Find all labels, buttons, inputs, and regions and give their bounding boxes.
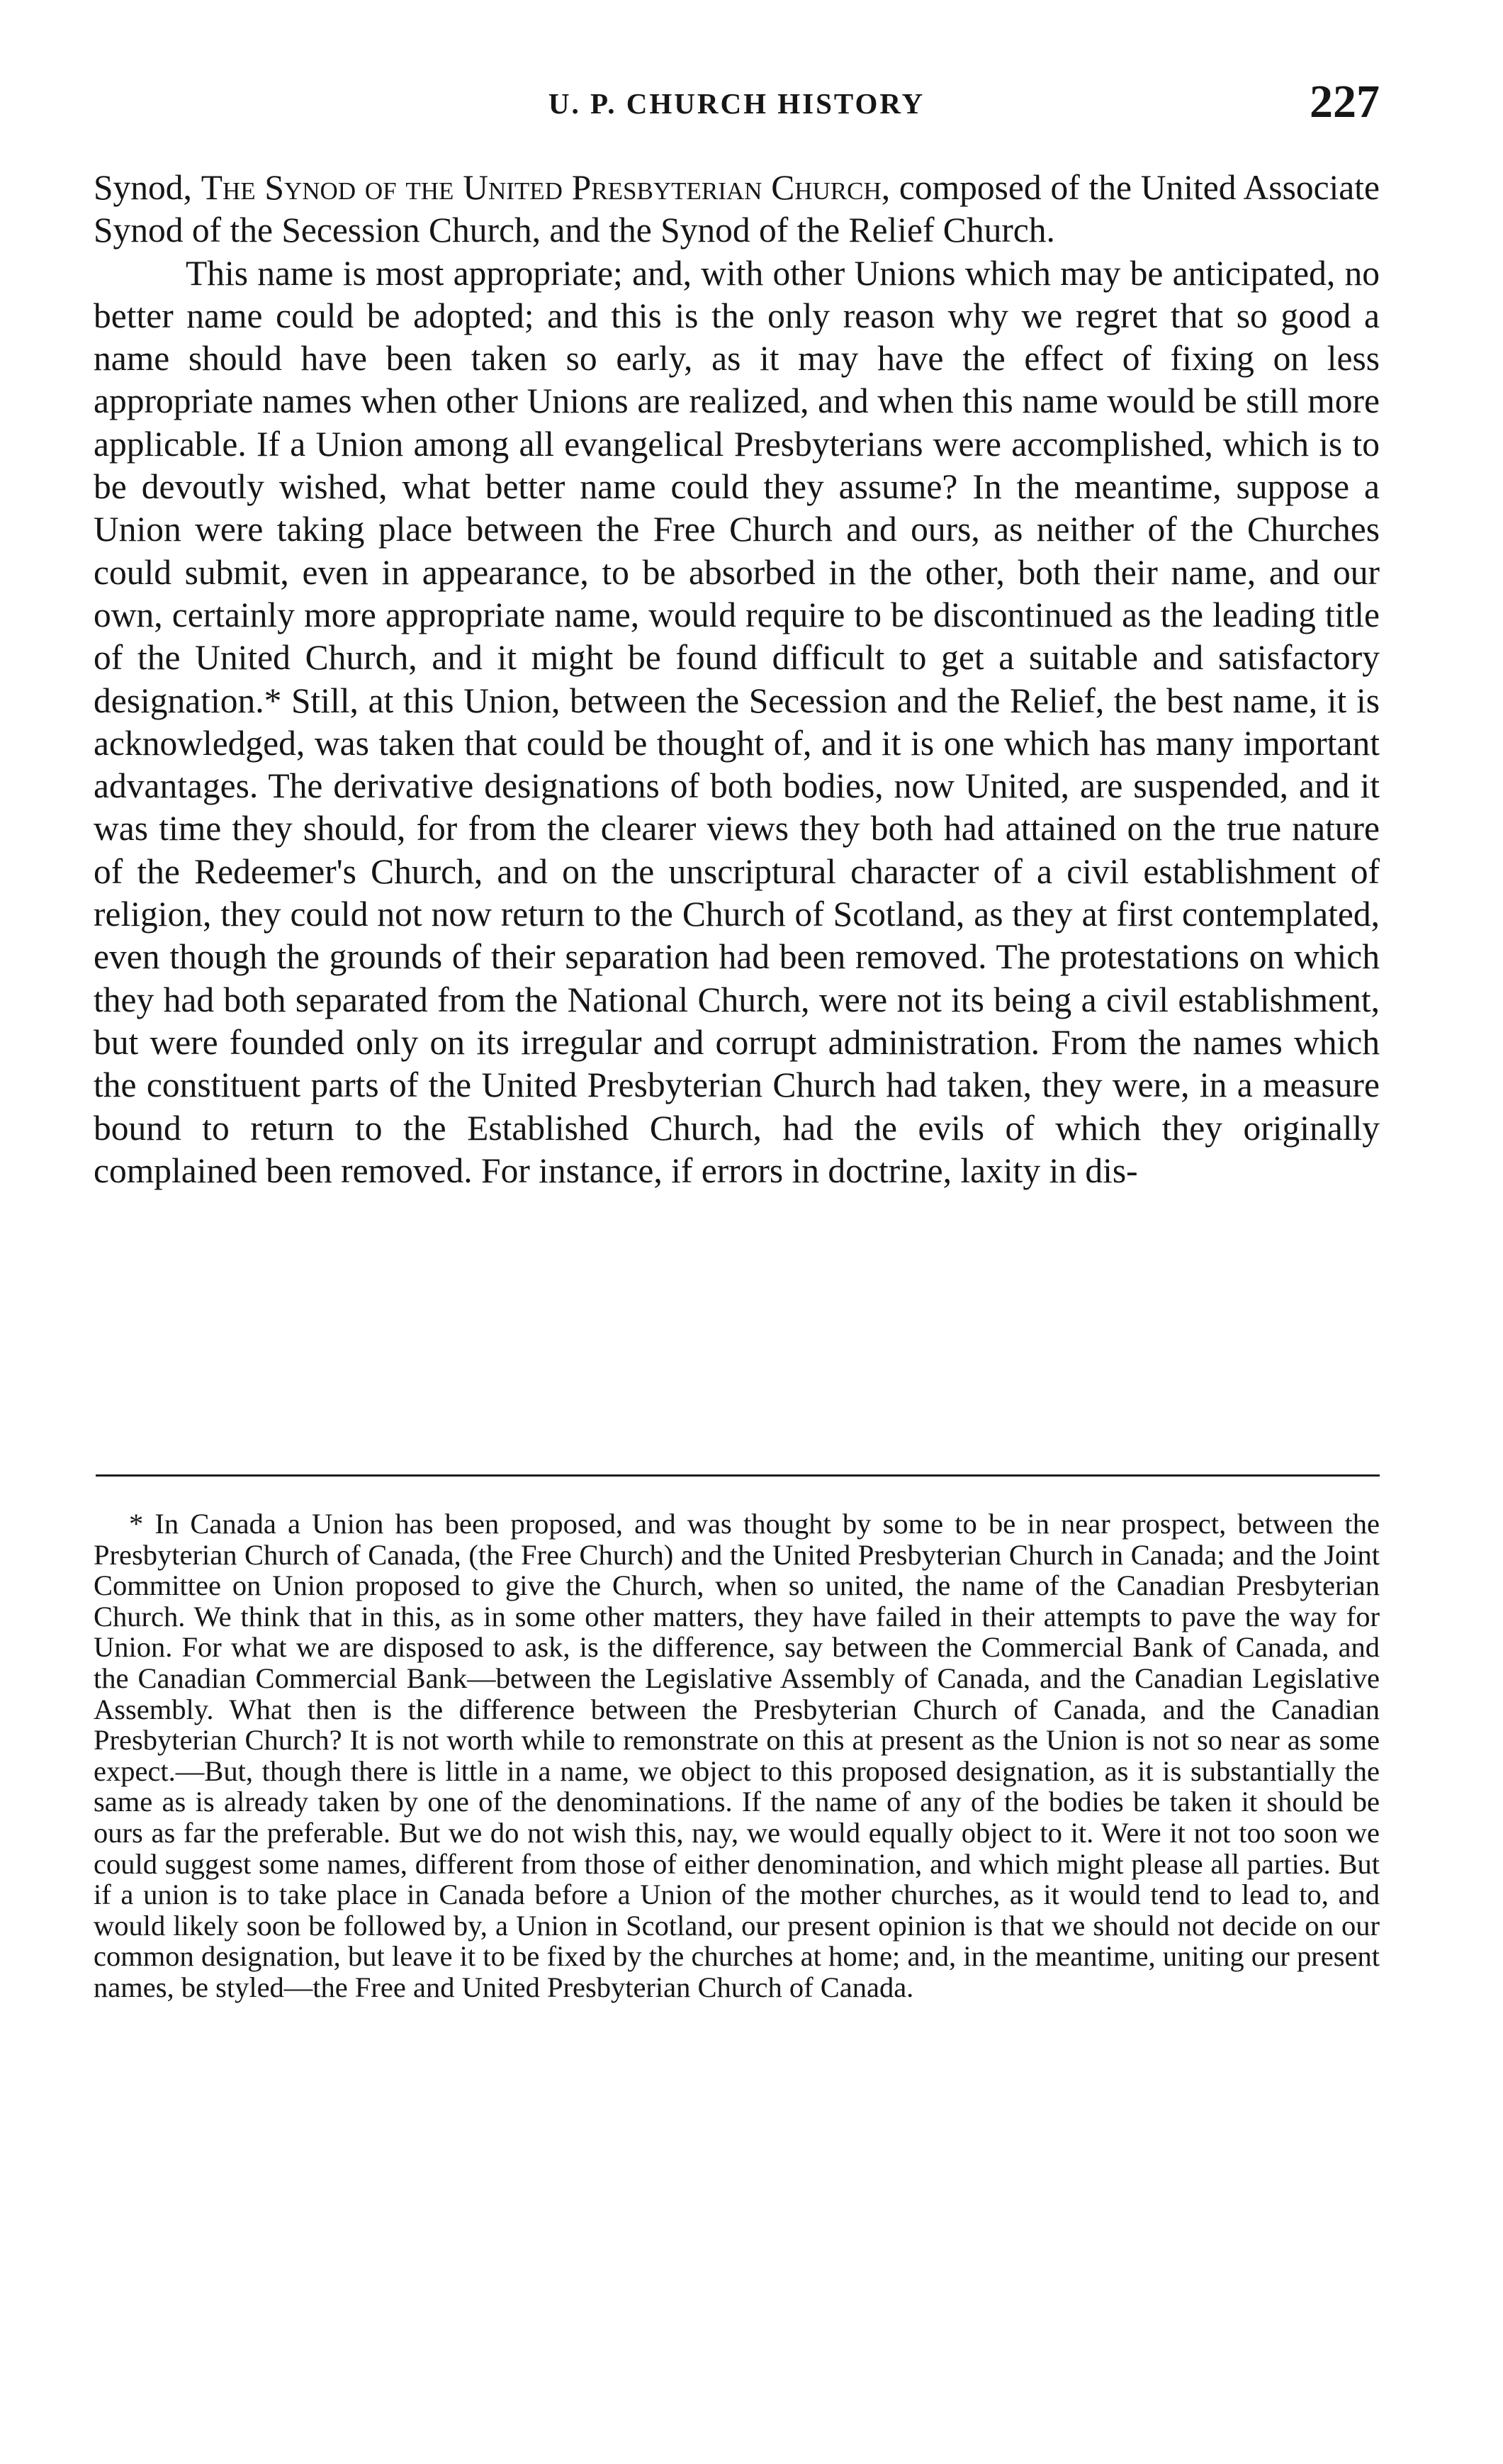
paragraph-1-rest: composed of the United Associate Synod of the Secession Church, and the Synod of the Relief Church. <box>94 168 1380 250</box>
page-number: 227 <box>1310 76 1380 128</box>
paragraph-1-lead: Synod, <box>94 168 201 207</box>
running-title: U. P. CHURCH HISTORY <box>548 87 925 120</box>
paragraph-2: This name is most appropriate; and, with other Unions which may be anticipated, no better name could be adopted; and this is the only reason why we regret that so good a name should have been taken so early, as it may have the effect of fixing on less appropriate names when other Unions are realized, and when this name would be still more applicable. If a Union among all evangelical Presbyterians were accomplished, which is to be devoutly wished, what better name could they assume? In the meantime, suppose a Union were taking place between the Free Church and ours, as neither of the Churches could submit, even in appearance, to be absorbed in the other, both their name, and our own, certainly more appropriate name, would require to be discontinued as the leading title of the United Church, and it might be found difficult to get a suitable and satisfactory designation.* Still, at this Union, between the Secession and the Relief, the best name, it is acknowledged, was taken that could be thought of, and it is one which has many important advantages. The derivative designations of both bodies, now United, are suspended, and it was time they should, for from the clearer views they both had attained on the true nature of the Redeemer's Church, and on the unscriptural character of a civil establishment of religion, they could not now return to the Church of Scotland, as they at first contemplated, even though the grounds of their separation had been removed. The protestations on which they had both separated from the National Church, were not its being a civil establishment, but were founded only on its irregular and corrupt administration. From the names which the constituent parts of the United Presbyterian Church had taken, they were, in a measure bound to return to the Established Church, had the evils of which they originally complained been removed. For instance, if errors in doctrine, laxity in dis- <box>94 253 1380 1190</box>
footnote: * In Canada a Union has been proposed, and was thought by some to be in near prospect, between the Presbyterian Church of Canada, (the Free Church) and the United Presbyterian Church in Canada; and the Joint Committee on Union proposed to give the Church, when so united, the name of the Canadian Presbyterian Church. We think that in this, as in some other matters, they have failed in their attempts to pave the way for Union. For what we are disposed to ask, is the difference, say between the Commercial Bank of Canada, and the Canadian Commercial Bank—between the Legislative Assembly of Canada, and the Canadian Legislative Assembly. What then is the difference between the Presbyterian Church of Canada, and the Canadian Presbyterian Church? It is not worth while to remonstrate on this at present as the Union is not so near as some expect.—But, though there is little in a name, we object to this proposed designation, as it is substantially the same as is already taken by one of the denominations. If the name of any of the bodies be taken it should be ours as far the preferable. But we do not wish this, nay, we would equally object to it. Were it not too soon we could suggest some names, different from those of either denomination, and which might please all parties. But if a union is to take place in Canada before a Union of the mother churches, as it would tend to lead to, and would likely soon be followed by, a Union in Scotland, our present opinion is that we should not decide on our common designation, but leave it to be fixed by the churches at home; and, in the meantime, uniting our present names, be styled—the Free and United Presbyterian Church of Canada. <box>94 1508 1380 2003</box>
footnote-rule <box>96 1474 1380 1477</box>
paragraph-1 <box>94 167 1380 252</box>
main-text <box>94 167 1380 1192</box>
running-head <box>94 77 1380 133</box>
synod-name-small-caps: The Synod of the United Presbyterian Church, <box>201 168 891 207</box>
